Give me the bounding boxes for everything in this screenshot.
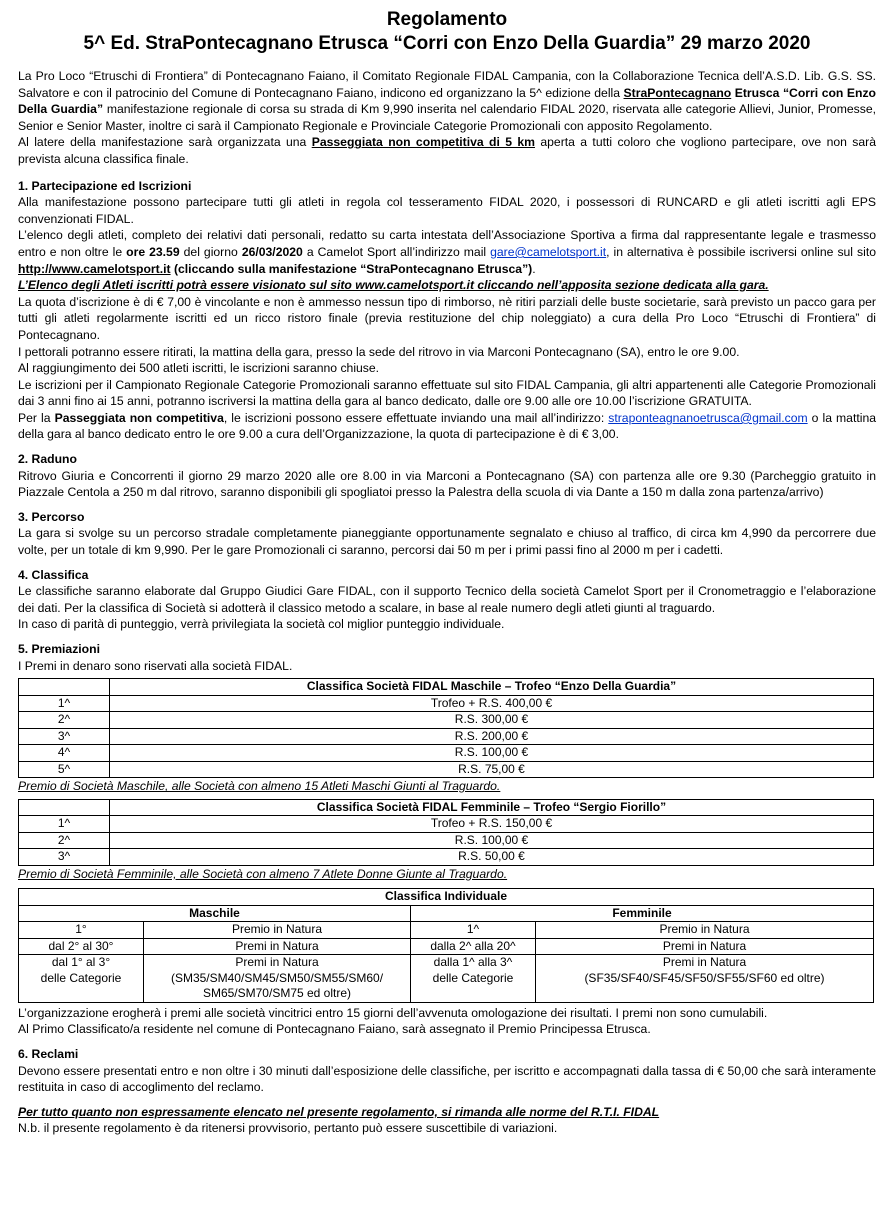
intro-walk-paragraph: Al latere della manifestazione sarà organizzata una Passeggiata non competitiva di 5 km aperta a tutti coloro che vogliono partecipare, ove non sarà prevista alcuna classifica finale. [18, 135, 876, 166]
email-link-passeggiata[interactable]: straponteagnanoetrusca@gmail.com [608, 410, 808, 425]
table-row: 4^ R.S. 100,00 € [19, 745, 874, 762]
footer-note: Per tutto quanto non espressamente elencato nel presente regolamento, si rimanda alle norme del R.T.I. FIDAL [18, 1104, 660, 1119]
section-title-percorso: 3. Percorso [18, 509, 85, 524]
s6-paragraph: Devono essere presentati entro e non oltre i 30 minuti dall’esposizione delle classifiche, per iscritto e accompagnati dalla tassa di € 50,00 che sarà interamente restituita in caso di accoglimento del reclamo. [18, 1063, 876, 1095]
table-header: Classifica Società FIDAL Femminile – Trofeo “Sergio Fiorillo” [110, 799, 874, 816]
s1-paragraph: Al raggiungimento dei 500 atleti iscritti, le iscrizioni saranno chiuse. [18, 361, 380, 376]
footer-nb: N.b. il presente regolamento è da ritenersi provvisorio, pertanto può essere suscettibile di variazioni. [18, 1121, 558, 1136]
s1-paragraph: Per la Passeggiata non competitiva, le iscrizioni possono essere effettuate inviando una mail all’indirizzo: straponteagnanoetrusca@gmail.com o la mattina della gara al banco dedicato entro le ore 9.00 a cura dell’Organizzazione, la quota di partecipazione è di € 3,00. [18, 410, 876, 442]
table-row: 2^ R.S. 100,00 € [19, 832, 874, 849]
s5-paragraph: Al Primo Classificato/a residente nel comune di Pontecagnano Faiano, sarà assegnato il Premio Principessa Etrusca. [18, 1022, 651, 1037]
s1-paragraph: Alla manifestazione possono partecipare tutti gli atleti in regola col tesseramento FIDAL 2020, i possessori di RUNCARD e gli atleti iscritti agli EPS convenzionati FIDAL. [18, 195, 876, 226]
section-title-reclami: 6. Reclami [18, 1047, 79, 1062]
s3-paragraph: La gara si svolge su un percorso stradale completamente pianeggiante opportunamente segnalato e chiuso al traffico, di circa km 4,990 da percorrere due volte, per un totale di km 9,990. Per le gare Promozionali ci saranno, percorsi dai 50 m per i primi passi fino al 2000 m per i cadetti. [18, 526, 876, 558]
section-title-partecipazione: 1. Partecipazione ed Iscrizioni [18, 178, 192, 193]
table-header: Classifica Società FIDAL Maschile – Trofeo “Enzo Della Guardia” [110, 679, 874, 696]
table-row: 2^ R.S. 300,00 € [19, 712, 874, 729]
table-row: 5^ R.S. 75,00 € [19, 761, 874, 778]
s1-paragraph: I pettorali potranno essere ritirati, la mattina della gara, presso la sede del ritrovo in via Marconi Pontecagnano (SA), entro le ore 9.00. [18, 344, 740, 359]
s4-paragraph: In caso di parità di punteggio, verrà privilegiata la società col miglior punteggio individuale. [18, 617, 505, 632]
document-title: Regolamento [386, 9, 508, 30]
table-header: Classifica Individuale [19, 889, 874, 906]
table-female-society [18, 799, 874, 866]
table-row: 3^ R.S. 50,00 € [19, 849, 874, 866]
s1-paragraph: La quota d’iscrizione è di € 7,00 è vincolante e non è ammesso nessun tipo di rimborso, nè ritiri parziali delle buste societarie, sarà previsto un pacco gara per tutti gli atleti regolarmente iscritti ed un ricco ristoro finale (previa restituzione del chip noleggiato) a cura della Pro Loco “Etruschi di Frontiera” di Pontecagnano. [18, 294, 876, 342]
table-row: 3^ R.S. 200,00 € [19, 728, 874, 745]
s4-paragraph: Le classifiche saranno elaborate dal Gruppo Giudici Gare FIDAL, con il supporto Tecnico della società Camelot Sport per il Cronometraggio e l’elaborazione dei dati. Per la classifica di Società si adotterà il classico metodo a scalare, in base al reale numero degli atleti giunti al traguardo. [18, 584, 876, 615]
section-title-classifica: 4. Classifica [18, 567, 89, 582]
website-link[interactable]: http://www.camelotsport.it [18, 261, 171, 276]
table-male-society [18, 678, 874, 778]
table-row: 1^ Trofeo + R.S. 400,00 € [19, 695, 874, 712]
intro-paragraph: La Pro Loco “Etruschi di Frontiera” di Pontecagnano Faiano, il Comitato Regionale FIDAL Campania, con la Collaborazione Tecnica dell’A.S.D. Lib. G.S. SS. Salvatore e con il patrocinio del Comune di Pontecagnano Faiano, indicono ed organizzano la 5^ edizione della StraPontecagnano Etrusca “Corri con Enzo Della Guardia” manifestazione regionale di corsa su strada di Km 9,990 inserita nel calendario FIDAL 2020, riservata alle categorie Allievi, Junior, Promesse, Senior e Senior Master, inoltre ci sarà il Campionato Regionale e Provinciale Categorie Promozionali con apposito Regolamento. [18, 69, 876, 133]
table-note: Premio di Società Femminile, alle Società con almeno 7 Atlete Donne Giunte al Traguardo. [18, 866, 508, 881]
table-row: 1^ Trofeo + R.S. 150,00 € [19, 816, 874, 833]
section-title-raduno: 2. Raduno [18, 452, 77, 467]
section-title-premiazioni: 5. Premiazioni [18, 642, 100, 656]
email-link-camelot[interactable]: gare@camelotsport.it [490, 244, 607, 259]
table-row: 1° Premio in Natura 1^ Premio in Natura [19, 922, 874, 939]
s5-paragraph: L’organizzazione erogherà i premi alle società vincitrici entro 15 giorni dell’avvenuta omologazione dei risultati. I premi non sono cumulabili. [18, 1005, 768, 1020]
column-header-male: Maschile [19, 905, 411, 922]
s1-paragraph: Le iscrizioni per il Campionato Regionale Categorie Promozionali saranno effettuate sul sito FIDAL Campania, gli altri appartenenti alle Categorie Promozionali dai 3 anni fino ai 15 anni, potranno iscriversi la mattina della gara al banco dedicato, dalle ore 9.00 alle ore 10.00 l’iscrizione GRATUITA. [18, 377, 876, 409]
s1-list-notice: L’Elenco degli Atleti iscritti potrà essere visionato sul sito www.camelotsport.it cliccando nell’apposita sezione dedicata alla gara. [18, 278, 769, 293]
table-individual [18, 888, 874, 1003]
document-subtitle: 5^ Ed. StraPontecagnano Etrusca “Corri con Enzo Della Guardia” 29 marzo 2020 [83, 33, 811, 54]
column-header-female: Femminile [411, 905, 874, 922]
s1-paragraph: L’elenco degli atleti, completo dei relativi dati personali, redatto su carta intestata dell’Associazione Sportiva a firma dal rappresentante legale e trasmesso entro e non oltre le ore 23.59 del giorno 26/03/2020 a Camelot Sport all’indirizzo mail gare@camelotsport.it, in alternativa è possibile iscriversi online sul sito http://www.camelotsport.it (cliccando sulla manifestazione “StraPontecagnano Etrusca”). [18, 228, 876, 276]
s5-paragraph: I Premi in denaro sono riservati alla società FIDAL. [18, 658, 293, 673]
table-row: dal 2° al 30° Premi in Natura dalla 2^ alla 20^ Premi in Natura [19, 938, 874, 955]
table-note: Premio di Società Maschile, alle Società con almeno 15 Atleti Maschi Giunti al Traguardo. [18, 779, 501, 794]
table-row: dal 1° al 3° delle Categorie Premi in Natura (SM35/SM40/SM45/SM50/SM55/SM60/ SM65/SM70/SM75 ed oltre) dalla 1^ alla 3^ delle Categorie Premi in Natura (SF35/SF40/SF45/SF50/SF55/SF60 ed oltre) [19, 955, 874, 1003]
s2-paragraph: Ritrovo Giuria e Concorrenti il giorno 29 marzo 2020 alle ore 8.00 in via Marconi a Pontecagnano (SA) con partenza alle ore 9.30 (Parcheggio gratuito in Piazzale Centola a 250 m dal ritrovo, saranno disponibili gli spogliatoi presso la Palestra della scuola di via Dante a 150 m dalla zona partenza/arrivo) [18, 468, 876, 500]
